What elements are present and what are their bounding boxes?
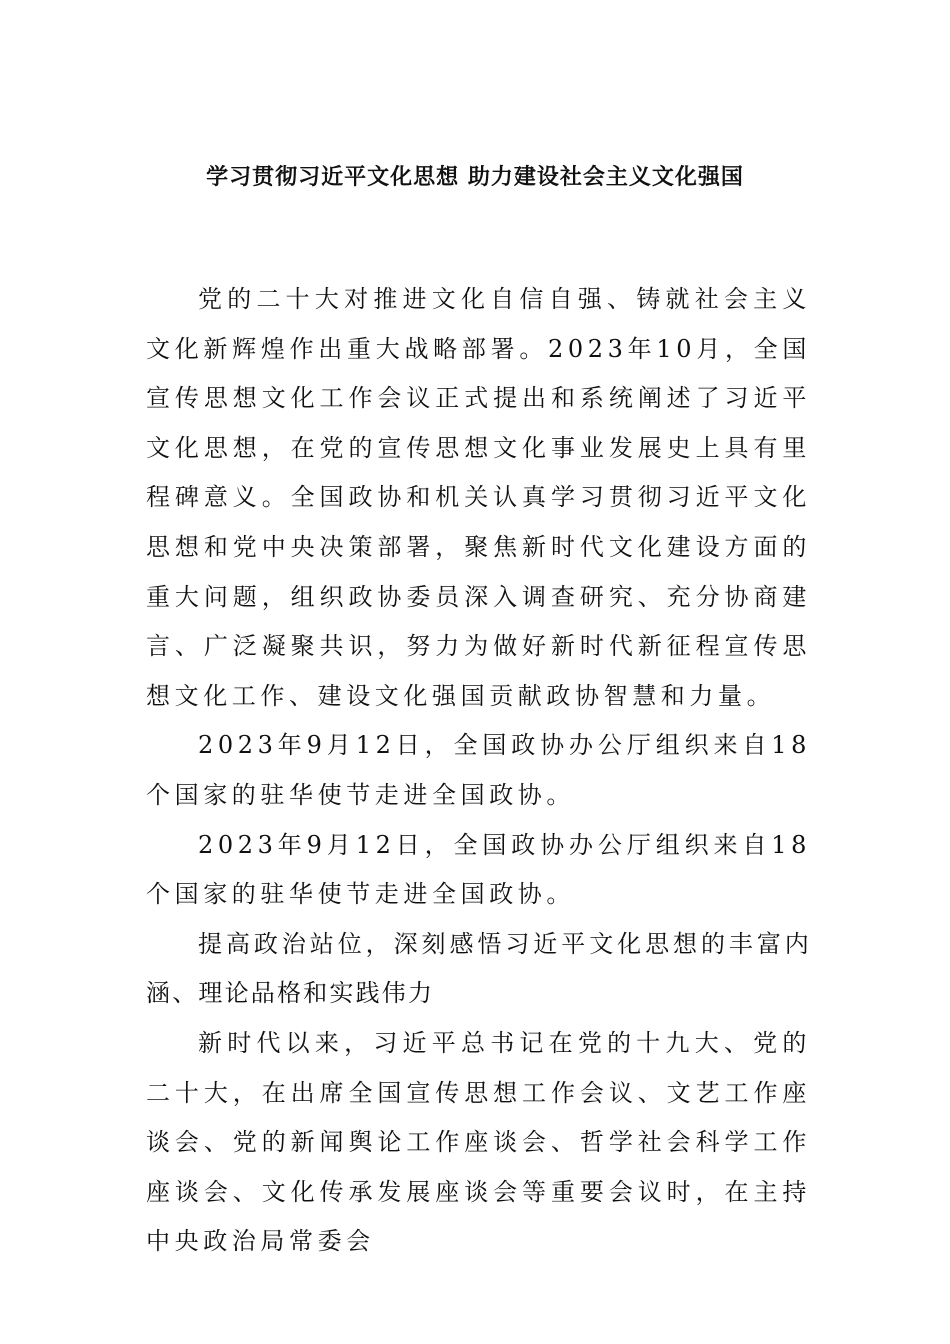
paragraph-event-1: 2023年9月12日，全国政协办公厅组织来自18个国家的驻华使节走进全国政协。: [146, 731, 811, 809]
document-body: [146, 275, 811, 1267]
paragraph-body: 新时代以来，习近平总书记在党的十九大、党的二十大，在出席全国宣传思想工作会议、文艺工作座谈会、党的新闻舆论工作座谈会、哲学社会科学工作座谈会、文化传承发展座谈会等重要会议时，在主持中央政治局常委会: [146, 1028, 811, 1256]
paragraph-heading: 提高政治站位，深刻感悟习近平文化思想的丰富内涵、理论品格和实践伟力: [146, 929, 811, 1008]
document-title: 学习贯彻习近平文化思想 助力建设社会主义文化强国: [206, 165, 744, 190]
paragraph-event-2: 2023年9月12日，全国政协办公厅组织来自18个国家的驻华使节走进全国政协。: [146, 830, 811, 909]
paragraph-intro: 党的二十大对推进文化自信自强、铸就社会主义文化新辉煌作出重大战略部署。2023年10月，全国宣传思想文化工作会议正式提出和系统阐述了习近平文化思想，在党的宣传思想文化事业发展史上具有里程碑意义。全国政协和机关认真学习贯彻习近平文化思想和党中央决策部署，聚焦新时代文化建设方面的重大问题，组织政协委员深入调查研究、充分协商建言、广泛凝聚共识，努力为做好新时代新征程宣传思想文化工作、建设文化强国贡献政协智慧和力量。: [146, 285, 811, 710]
